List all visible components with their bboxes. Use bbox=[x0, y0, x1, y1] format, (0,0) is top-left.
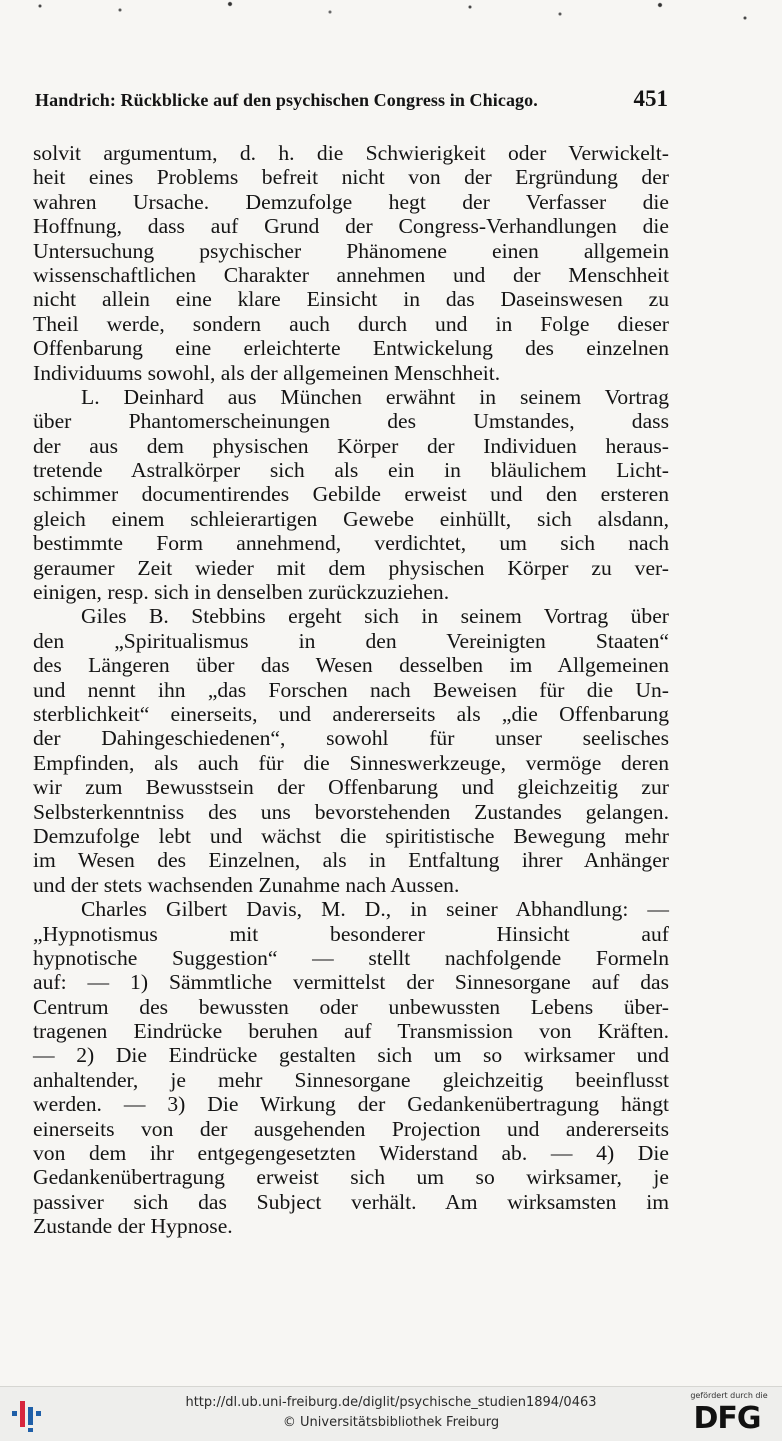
dfg-logo: DFG bbox=[693, 1401, 761, 1436]
text-line: über Phantomerscheinungen des Umstandes, dass bbox=[33, 409, 669, 434]
text-line: Charles Gilbert Davis, M. D., in seiner Abhandlung: — bbox=[81, 897, 669, 922]
text-line: Zustande der Hypnose. bbox=[33, 1214, 233, 1239]
text-line: Centrum des bewussten oder unbewussten Lebens über- bbox=[33, 994, 669, 1019]
text-line: Individuums sowohl, als der allgemeinen Menschheit. bbox=[33, 360, 501, 385]
text-line: L. Deinhard aus München erwähnt in seinem Vortrag bbox=[81, 384, 669, 409]
text-line: bestimmte Form annehmend, verdichtet, um sich nach bbox=[33, 531, 669, 556]
page-number: 451 bbox=[633, 86, 668, 111]
copyright-notice: © Universitätsbibliothek Freiburg bbox=[282, 1415, 500, 1430]
text-line: Demzufolge lebt und wächst die spiritistische Bewegung mehr bbox=[33, 823, 669, 848]
text-line: hypnotische Suggestion“ — stellt nachfolgende Formeln bbox=[33, 945, 669, 970]
text-line: geraumer Zeit wieder mit dem physischen Körper zu ver- bbox=[33, 555, 669, 580]
text-line: tragenen Eindrücke beruhen auf Transmission von Kräften. bbox=[33, 1019, 669, 1044]
text-line: heit eines Problems befreit nicht von der Ergründung der bbox=[33, 165, 669, 190]
text-line: einigen, resp. sich in denselben zurückzuziehen. bbox=[33, 580, 450, 605]
text-line: nicht allein eine klare Einsicht in das Daseinswesen zu bbox=[33, 287, 669, 312]
text-line: Selbsterkenntniss des uns bevorstehenden Zustandes gelangen. bbox=[33, 799, 669, 824]
text-line: Empfinden, als auch für die Sinneswerkzeuge, vermöge deren bbox=[33, 750, 669, 775]
text-line: auf: — 1) Sämmtliche vermittelst der Sinnesorgane auf das bbox=[33, 970, 669, 995]
text-line: der Dahingeschiedenen“, sowohl für unser seelisches bbox=[33, 726, 669, 751]
text-line: — 2) Die Eindrücke gestalten sich um so wirksamer und bbox=[33, 1043, 669, 1068]
text-line: des Längeren über das Wesen desselben im Allgemeinen bbox=[33, 653, 669, 678]
body-text bbox=[33, 141, 669, 1239]
text-line: der aus dem physischen Körper der Individuen heraus- bbox=[33, 433, 669, 458]
text-line: Theil werde, sondern auch durch und in Folge dieser bbox=[33, 311, 669, 336]
text-line: einerseits von der ausgehenden Projection und andererseits bbox=[33, 1116, 669, 1141]
text-line: Hoffnung, dass auf Grund der Congress-Verhandlungen die bbox=[33, 214, 669, 239]
permalink-url[interactable]: http://dl.ub.uni-freiburg.de/diglit/psychische_studien1894/0463 bbox=[185, 1395, 597, 1410]
text-line: im Wesen des Einzelnen, als in Entfaltung ihrer Anhänger bbox=[33, 848, 669, 873]
text-line: Untersuchung psychischer Phänomene einen allgemein bbox=[33, 238, 669, 263]
dfg-caption: gefördert durch die bbox=[690, 1391, 768, 1400]
text-line: wissenschaftlichen Charakter annehmen und der Menschheit bbox=[33, 262, 669, 287]
text-line: schimmer documentirendes Gebilde erweist und den ersteren bbox=[33, 482, 669, 507]
text-line: solvit argumentum, d. h. die Schwierigkeit oder Verwickelt- bbox=[33, 141, 669, 165]
text-line: passiver sich das Subject verhält. Am wirksamsten im bbox=[33, 1189, 669, 1214]
text-line: gleich einem schleierartigen Gewebe einhüllt, sich alsdann, bbox=[33, 506, 669, 531]
text-line: sterblichkeit“ einerseits, und andererseits als „die Offenbarung bbox=[33, 701, 669, 726]
text-line: von dem ihr entgegengesetzten Widerstand ab. — 4) Die bbox=[33, 1141, 669, 1166]
text-line: werden. — 3) Die Wirkung der Gedankenübertragung hängt bbox=[33, 1092, 669, 1117]
text-line: und nennt ihn „das Forschen nach Beweisen für die Un- bbox=[33, 677, 669, 702]
text-line: wir zum Bewusstsein der Offenbarung und gleichzeitig zur bbox=[33, 775, 669, 800]
text-line: Giles B. Stebbins ergeht sich in seinem Vortrag über bbox=[81, 604, 669, 629]
text-line: wahren Ursache. Demzufolge hegt der Verfasser die bbox=[33, 189, 669, 214]
text-line: den „Spiritualismus in den Vereinigten Staaten“ bbox=[33, 628, 669, 653]
text-line: Offenbarung eine erleichterte Entwickelung des einzelnen bbox=[33, 336, 669, 361]
running-header: Handrich: Rückblicke auf den psychischen Congress in Chicago. bbox=[35, 90, 538, 110]
text-line: tretende Astralkörper sich als ein in bläulichem Licht- bbox=[33, 458, 669, 483]
viewer-footer bbox=[0, 1386, 782, 1441]
text-line: anhaltender, je mehr Sinnesorgane gleichzeitig beeinflusst bbox=[33, 1067, 669, 1092]
text-line: Gedankenübertragung erweist sich um so wirksamer, je bbox=[33, 1165, 669, 1190]
scan-edge-noise bbox=[0, 0, 782, 30]
text-line: „Hypnotismus mit besonderer Hinsicht auf bbox=[33, 921, 669, 946]
text-line: und der stets wachsenden Zunahme nach Aussen. bbox=[33, 872, 460, 897]
